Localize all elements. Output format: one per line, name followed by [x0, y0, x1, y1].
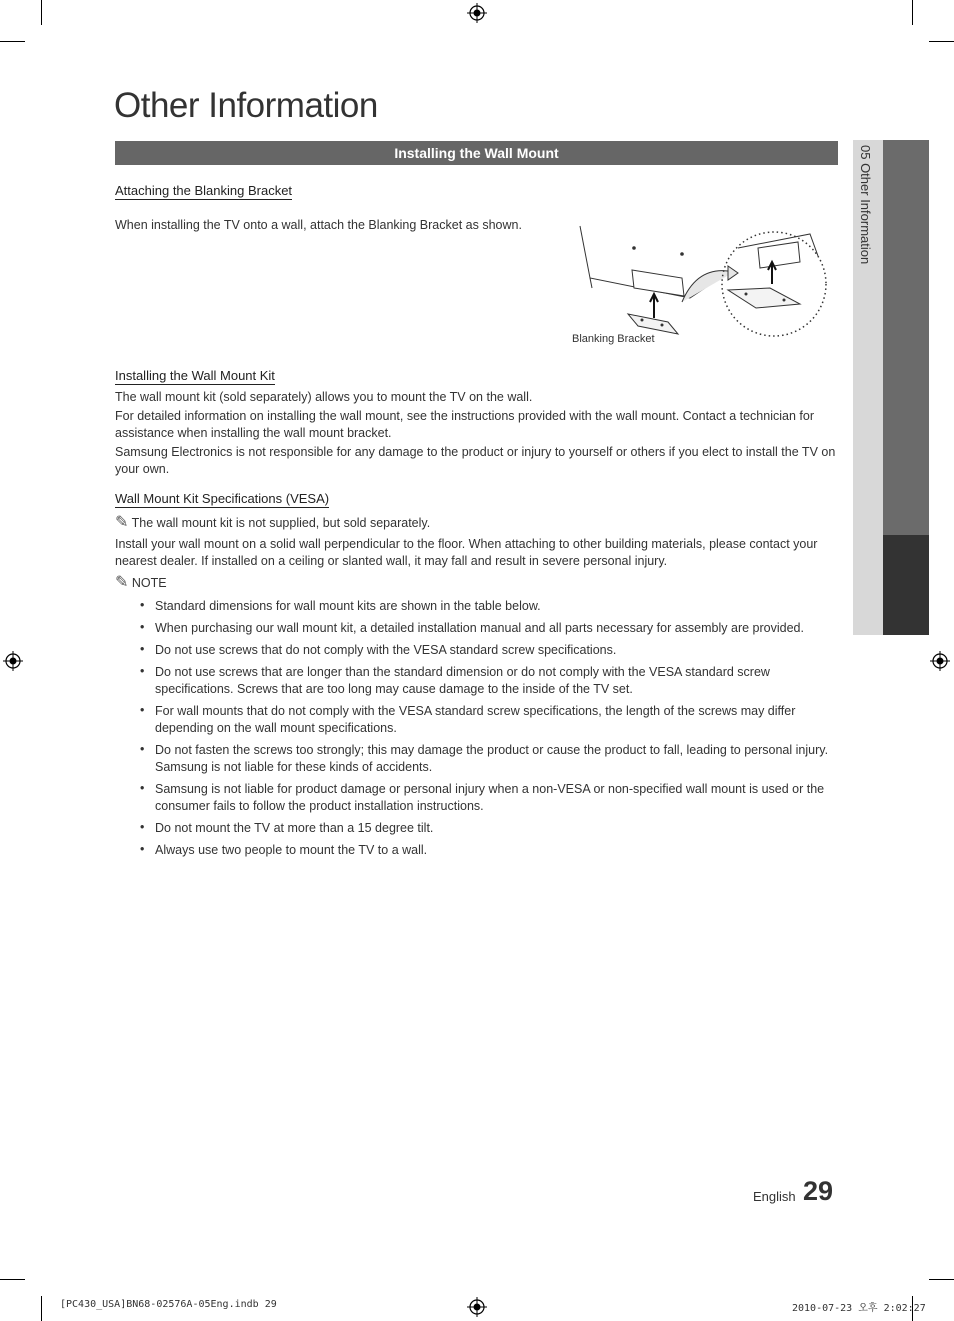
registration-mark-icon [467, 1297, 487, 1317]
pencil-note-icon: ✎ [115, 514, 129, 531]
list-item: • When purchasing our wall mount kit, a detailed installation manual and all parts necessary for assembly are provided. [140, 620, 804, 635]
list-item: • Samsung is not liable for product damage or personal injury when a non-VESA or non-specified wall mount is used or the consumer fails to follow the product installation instructions. [140, 781, 825, 813]
wall-mount-kit-p1: The wall mount kit (sold separately) allows you to mount the TV on the wall. [115, 390, 533, 404]
wall-mount-kit-p3: Samsung Electronics is not responsible for any damage to the product or injury to yourself or others if you elect to install the TV on your own. [115, 445, 836, 476]
footer-language: English [753, 1189, 796, 1204]
figure-caption: Blanking Bracket [572, 333, 655, 345]
blanking-heading: Attaching the Blanking Bracket [115, 183, 293, 198]
list-item: • Do not use screws that do not comply with the VESA standard screw specifications. [140, 642, 617, 657]
wall-mount-kit-heading: Installing the Wall Mount Kit [115, 368, 275, 383]
vesa-note-label [115, 574, 839, 592]
print-slug-file: [PC430_USA]BN68-02576A-05Eng.indb 29 [60, 1299, 277, 1310]
crop-mark [0, 1279, 25, 1280]
crop-mark [41, 1296, 42, 1321]
vesa-note1-text: The wall mount kit is not supplied, but sold separately. [131, 516, 431, 530]
crop-mark [929, 41, 954, 42]
registration-mark-icon [930, 651, 950, 671]
crop-mark [41, 0, 42, 25]
page-title: Other Information [114, 86, 378, 125]
list-item: • For wall mounts that do not comply with the VESA standard screw specifications, the length of the screws may differ depending on the wall mount specifications. [140, 703, 796, 735]
vesa-p1: Install your wall mount on a solid wall perpendicular to the floor. When attaching to other building materials, please contact your nearest dealer. If installed on a ceiling or slanted wall, it may fall and result in severe personal injury. [115, 537, 818, 568]
crop-mark [0, 41, 25, 42]
note-bullet-list [138, 598, 843, 864]
note-label: NOTE [131, 576, 167, 590]
registration-mark-icon [467, 3, 487, 23]
crop-mark [912, 0, 913, 25]
side-tab-label: 05 Other Information [858, 145, 873, 265]
blanking-text: When installing the TV onto a wall, attach the Blanking Bracket as shown. [115, 218, 522, 232]
wall-mount-kit-p2: For detailed information on installing the wall mount, see the instructions provided with the wall mount. Contact a technician for assistance when installing the wall mount bracket. [115, 409, 814, 440]
list-item: • Do not fasten the screws too strongly; this may damage the product or cause the product to fall, leading to personal injury. Samsung is not liable for these kinds of accidents. [140, 742, 829, 774]
vesa-heading: Wall Mount Kit Specifications (VESA) [115, 491, 330, 506]
registration-mark-icon [3, 651, 23, 671]
crop-mark [929, 1279, 954, 1280]
pencil-note-icon: ✎ [115, 574, 129, 591]
vesa-note1 [115, 514, 839, 532]
side-tab-dark [883, 140, 929, 535]
list-item: • Do not use screws that are longer than the standard dimension or do not comply with the VESA standard screw specifications. Screws that are too long may cause damage to the inside of the TV set. [140, 664, 770, 696]
section-bar: Installing the Wall Mount [115, 141, 838, 165]
page-number: 29 [803, 1176, 834, 1206]
print-slug-date: 2010-07-23 오후 2:02:27 [792, 1303, 926, 1314]
list-item: • Always use two people to mount the TV to a wall. [140, 842, 428, 857]
blanking-bracket-figure [570, 218, 832, 348]
list-item: • Do not mount the TV at more than a 15 degree tilt. [140, 820, 434, 835]
list-item: • Standard dimensions for wall mount kits are shown in the table below. [140, 598, 541, 613]
side-tab-indicator [883, 535, 929, 635]
